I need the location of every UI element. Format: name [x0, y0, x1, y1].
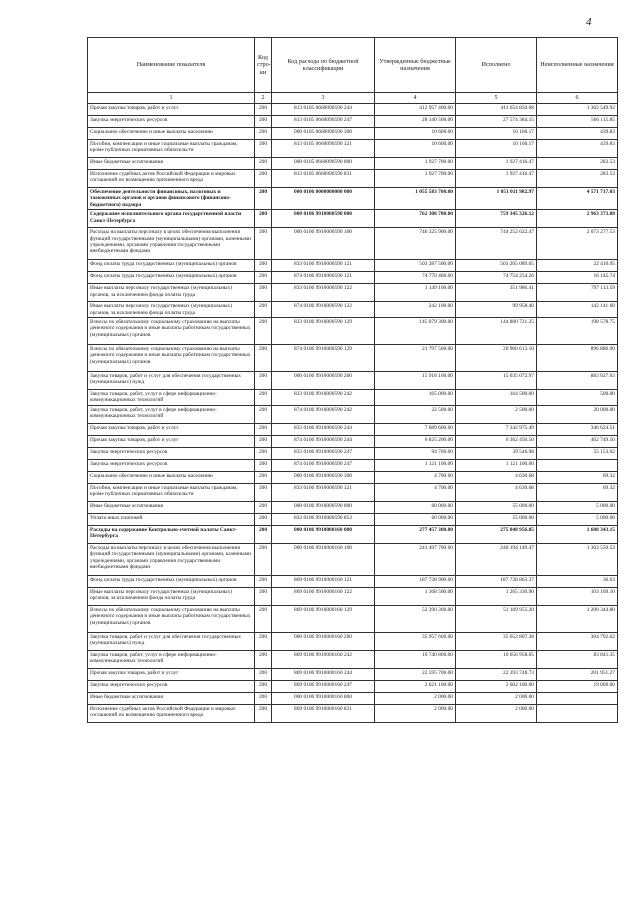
row-unexecuted-amount: 198 578.75 [537, 318, 618, 345]
table-row [88, 513, 618, 525]
row-unexecuted-amount: 103 169.10 [537, 587, 618, 605]
header-executed: Исполнено [456, 38, 537, 93]
table-row [88, 483, 618, 501]
row-line-code: 200 [255, 260, 272, 272]
row-expense-code: 874 0106 9910000590 247 [272, 459, 375, 471]
column-number: 6 [537, 93, 618, 104]
table-row [88, 210, 618, 228]
row-unexecuted-amount: 304 792.62 [537, 632, 618, 650]
row-executed-amount: 503 265 089.05 [456, 260, 537, 272]
row-approved-amount: 60 000.00 [375, 501, 456, 513]
row-unexecuted-amount: 1 608 343.15 [537, 525, 618, 543]
row-line-code: 200 [255, 447, 272, 459]
row-executed-amount: 4 630.68 [456, 483, 537, 501]
row-approved-amount: 412 957 400.00 [375, 104, 456, 116]
table-row [88, 272, 618, 284]
budget-execution-table [87, 37, 618, 723]
row-unexecuted-amount: 283.53 [537, 158, 618, 170]
row-expense-code: 874 0106 9910000590 129 [272, 345, 375, 372]
row-expense-code: 000 0106 9910000160 100 [272, 543, 375, 575]
row-line-code: 200 [255, 272, 272, 284]
row-name: Социальное обеспечение и иные выплаты населению [88, 471, 255, 483]
row-line-code: 200 [255, 170, 272, 188]
table-row [88, 605, 618, 632]
row-name: Иные бюджетные ассигнования [88, 501, 255, 513]
row-name: Расходы на содержание Контрольно-счетной палаты Санкт-Петербурга [88, 525, 255, 543]
column-number: 5 [456, 93, 537, 104]
row-executed-amount: 35 652 807.38 [456, 632, 537, 650]
row-executed-amount: 10 656 958.65 [456, 650, 537, 668]
row-expense-code: 000 0106 9910000590 100 [272, 228, 375, 260]
row-executed-amount: 275 848 956.85 [456, 525, 537, 543]
row-expense-code: 000 0106 9910000590 200 [272, 372, 375, 390]
row-name: Закупка энергетических ресурсов [88, 447, 255, 459]
row-executed-amount: 51 189 955.20 [456, 605, 537, 632]
row-approved-amount: 277 457 300.00 [375, 525, 456, 543]
row-expense-code: 813 0105 0660090590 831 [272, 170, 375, 188]
row-name: Взносы по обязательному социальному страхованию на выплаты денежного содержания и иные выплаты работникам государственных (муниципальных) органов [88, 318, 255, 345]
row-unexecuted-amount: 283.53 [537, 170, 618, 188]
row-expense-code: 833 0106 9910000590 321 [272, 483, 375, 501]
row-name: Пособия, компенсации и иные социальные выплаты гражданам, кроме публичных нормативных обязательств [88, 140, 255, 158]
row-executed-amount: 744 252 622.47 [456, 228, 537, 260]
row-line-code: 200 [255, 704, 272, 722]
row-name: Прочая закупка товаров, работ и услуг [88, 435, 255, 447]
row-name: Закупка товаров, работ, услуг в сфере информационно-коммуникационных технологий [88, 390, 255, 406]
row-name: Содержание исполнительного органа государственной власти Санкт-Петербурга [88, 210, 255, 228]
row-name: Фонд оплаты труда государственных (муниципальных) органов [88, 272, 255, 284]
row-executed-amount: 1 927 416.47 [456, 158, 537, 170]
row-executed-amount: 187 738 863.37 [456, 575, 537, 587]
row-executed-amount: 2 000.00 [456, 692, 537, 704]
row-expense-code: 869 0106 9910000160 247 [272, 680, 375, 692]
row-executed-amount: 351 986.41 [456, 284, 537, 302]
row-unexecuted-amount: 346 624.51 [537, 423, 618, 435]
row-executed-amount: 10 160.17 [456, 128, 537, 140]
column-number: 3 [272, 93, 375, 104]
row-expense-code: 000 0106 9910000160 000 [272, 525, 375, 543]
row-line-code: 200 [255, 650, 272, 668]
table-row [88, 501, 618, 513]
row-approved-amount: 746 325 900.00 [375, 228, 456, 260]
row-line-code: 200 [255, 104, 272, 116]
row-name: Закупка энергетических ресурсов [88, 680, 255, 692]
table-row [88, 390, 618, 406]
row-executed-amount: 7 342 975.49 [456, 423, 537, 435]
table-row [88, 632, 618, 650]
row-unexecuted-amount: 439.83 [537, 140, 618, 158]
row-approved-amount: 21 797 500.00 [375, 345, 456, 372]
table-row [88, 140, 618, 158]
row-unexecuted-amount: 566 115.85 [537, 116, 618, 128]
row-executed-amount: 1 927 416.47 [456, 170, 537, 188]
row-expense-code: 000 0105 0660090590 800 [272, 158, 375, 170]
row-approved-amount: 1 927 700.00 [375, 170, 456, 188]
row-line-code: 200 [255, 459, 272, 471]
row-approved-amount: 1 149 100.00 [375, 284, 456, 302]
row-expense-code: 874 0106 9910000590 242 [272, 405, 375, 423]
row-unexecuted-amount: 83 841.35 [537, 650, 618, 668]
row-line-code: 200 [255, 513, 272, 525]
row-expense-code: 813 0105 0660090590 321 [272, 140, 375, 158]
row-approved-amount: 4 700.00 [375, 483, 456, 501]
row-unexecuted-amount: 55 153.02 [537, 447, 618, 459]
row-name: Фонд оплаты труда государственных (муниципальных) органов [88, 575, 255, 587]
row-unexecuted-amount [537, 459, 618, 471]
row-unexecuted-amount [537, 704, 618, 722]
row-approved-amount: 7 689 600.00 [375, 423, 456, 435]
row-unexecuted-amount: 1 303 550.53 [537, 543, 618, 575]
row-name: Фонд оплаты труда государственных (муниципальных) органов [88, 260, 255, 272]
row-unexecuted-amount: 142 141.60 [537, 302, 618, 318]
row-approved-amount: 10 600.00 [375, 140, 456, 158]
row-name: Иные выплаты персоналу государственных (муниципальных) органов, за исключением фонда оплаты труда [88, 284, 255, 302]
row-line-code: 200 [255, 302, 272, 318]
header-line-code: Код стро-ки [255, 38, 272, 93]
row-line-code: 200 [255, 188, 272, 210]
row-executed-amount: 55 000.00 [456, 513, 537, 525]
table-row [88, 188, 618, 210]
row-name: Иные бюджетные ассигнования [88, 158, 255, 170]
row-approved-amount: 28 140 500.00 [375, 116, 456, 128]
row-executed-amount: 4 630.68 [456, 471, 537, 483]
table-row [88, 435, 618, 447]
row-approved-amount: 1 927 700.00 [375, 158, 456, 170]
row-approved-amount: 2 000.00 [375, 692, 456, 704]
table-row [88, 104, 618, 116]
row-unexecuted-amount: 19 000.00 [537, 680, 618, 692]
row-expense-code: 869 0106 9910000160 242 [272, 650, 375, 668]
row-expense-code: 813 0105 0660090590 247 [272, 116, 375, 128]
row-executed-amount: 759 345 326.12 [456, 210, 537, 228]
row-unexecuted-amount: 1 302 549.92 [537, 104, 618, 116]
row-approved-amount: 762 308 700.00 [375, 210, 456, 228]
row-expense-code: 869 0106 9910000160 122 [272, 587, 375, 605]
row-name: Расходы на выплаты персоналу в целях обеспечения выполнения функций государственными (муниципальными) органами, казенными учреждениями, органами управления государственными внебюджетными фондами [88, 543, 255, 575]
row-name: Расходы на выплаты персоналу в целях обеспечения выполнения функций государственными (муниципальными) органами, казенными учреждениями, органами управления государственными внебюджетными фондами [88, 228, 255, 260]
row-unexecuted-amount: 439.83 [537, 128, 618, 140]
row-unexecuted-amount: 2 073 277.53 [537, 228, 618, 260]
row-approved-amount: 10 740 800.00 [375, 650, 456, 668]
row-approved-amount: 241 497 700.00 [375, 543, 456, 575]
column-number: 4 [375, 93, 456, 104]
row-executed-amount: 6 362 450.50 [456, 435, 537, 447]
row-line-code: 200 [255, 435, 272, 447]
row-name: Социальное обеспечение и иные выплаты населению [88, 128, 255, 140]
row-approved-amount: 22 500.00 [375, 405, 456, 423]
header-row [88, 38, 618, 93]
row-line-code: 200 [255, 692, 272, 704]
row-unexecuted-amount: 462 749.50 [537, 435, 618, 447]
table-row [88, 372, 618, 390]
table-row [88, 704, 618, 722]
column-number-row [88, 93, 618, 104]
row-approved-amount: 165 000.00 [375, 390, 456, 406]
row-unexecuted-amount: 883 027.03 [537, 372, 618, 390]
row-expense-code: 869 0106 9910000160 129 [272, 605, 375, 632]
row-approved-amount: 35 957 600.00 [375, 632, 456, 650]
row-executed-amount: 74 754 254.26 [456, 272, 537, 284]
table-row [88, 692, 618, 704]
row-approved-amount: 52 390 300.00 [375, 605, 456, 632]
row-name: Взносы по обязательному социальному страхованию на выплаты денежного содержания и иные выплаты работникам государственных (муниципальных) органов [88, 345, 255, 372]
row-name: Иные бюджетные ассигнования [88, 692, 255, 704]
row-expense-code: 869 0106 9910000160 244 [272, 668, 375, 680]
row-line-code: 200 [255, 605, 272, 632]
row-expense-code: 000 0106 0000000000 000 [272, 188, 375, 210]
table-row [88, 284, 618, 302]
row-unexecuted-amount: 1 200 344.80 [537, 605, 618, 632]
row-unexecuted-amount: 4 571 717.03 [537, 188, 618, 210]
row-expense-code: 000 0106 9910000160 800 [272, 692, 375, 704]
row-executed-amount: 99 958.40 [456, 302, 537, 318]
row-approved-amount: 187 738 900.00 [375, 575, 456, 587]
row-executed-amount: 39 546.98 [456, 447, 537, 459]
table-row [88, 668, 618, 680]
row-approved-amount: 1 121 100.00 [375, 459, 456, 471]
table-row [88, 587, 618, 605]
table-row [88, 525, 618, 543]
row-expense-code: 869 0106 9910000160 831 [272, 704, 375, 722]
row-executed-amount: 164 500.00 [456, 390, 537, 406]
row-unexecuted-amount: 20 000.00 [537, 405, 618, 423]
row-unexecuted-amount: 896 886.90 [537, 345, 618, 372]
row-line-code: 200 [255, 390, 272, 406]
row-executed-amount: 15 035 072.97 [456, 372, 537, 390]
row-line-code: 200 [255, 140, 272, 158]
row-executed-amount: 2 602 100.00 [456, 680, 537, 692]
table-row [88, 302, 618, 318]
row-name: Закупка товаров, работ, услуг в сфере информационно-коммуникационных технологий [88, 405, 255, 423]
row-line-code: 200 [255, 587, 272, 605]
row-expense-code: 833 0106 9910000590 242 [272, 390, 375, 406]
row-name: Закупка товаров, работ, услуг в сфере информационно-коммуникационных технологий [88, 650, 255, 668]
row-unexecuted-amount: 500.00 [537, 390, 618, 406]
row-name: Прочая закупка товаров, работ и услуг [88, 423, 255, 435]
row-executed-amount: 411 654 850.08 [456, 104, 537, 116]
row-approved-amount: 74 770 400.00 [375, 272, 456, 284]
header-approved: Утвержденные бюджетные назначения [375, 38, 456, 93]
row-line-code: 200 [255, 116, 272, 128]
table-row [88, 575, 618, 587]
row-expense-code: 869 0106 9910000160 121 [272, 575, 375, 587]
table-row [88, 423, 618, 435]
row-executed-amount: 1 265 330.90 [456, 587, 537, 605]
table-row [88, 318, 618, 345]
row-approved-amount: 145 079 300.00 [375, 318, 456, 345]
column-number: 1 [88, 93, 255, 104]
row-expense-code: 833 0106 9910000590 853 [272, 513, 375, 525]
row-expense-code: 833 0106 9910000590 244 [272, 423, 375, 435]
table-row [88, 405, 618, 423]
row-name: Исполнение судебных актов Российской Федерации и мировых соглашений по возмещению причиненного вреда [88, 704, 255, 722]
header-unexecuted: Неисполненные назначения [537, 38, 618, 93]
row-line-code: 200 [255, 680, 272, 692]
row-line-code: 200 [255, 128, 272, 140]
table-row [88, 158, 618, 170]
row-name: Прочая закупка товаров, работ и услуг [88, 104, 255, 116]
row-approved-amount: 1 055 583 700.00 [375, 188, 456, 210]
table-row [88, 345, 618, 372]
row-expense-code: 813 0105 0660090590 244 [272, 104, 375, 116]
row-unexecuted-amount: 22 410.95 [537, 260, 618, 272]
row-name: Закупка энергетических ресурсов [88, 459, 255, 471]
row-line-code: 200 [255, 228, 272, 260]
row-expense-code: 000 0106 9910000590 000 [272, 210, 375, 228]
row-expense-code: 000 0105 0660090590 300 [272, 128, 375, 140]
row-line-code: 200 [255, 471, 272, 483]
row-approved-amount: 4 700.00 [375, 471, 456, 483]
row-approved-amount: 15 918 100.00 [375, 372, 456, 390]
row-executed-amount: 1 051 011 982.97 [456, 188, 537, 210]
row-executed-amount: 10 160.17 [456, 140, 537, 158]
row-approved-amount: 1 368 500.00 [375, 587, 456, 605]
column-number: 2 [255, 93, 272, 104]
row-line-code: 200 [255, 668, 272, 680]
row-line-code: 200 [255, 575, 272, 587]
row-unexecuted-amount: 5 000.00 [537, 501, 618, 513]
row-executed-amount: 240 194 149.47 [456, 543, 537, 575]
row-expense-code: 000 0106 9910000160 200 [272, 632, 375, 650]
row-name: Закупка энергетических ресурсов [88, 116, 255, 128]
table-row [88, 128, 618, 140]
row-line-code: 200 [255, 423, 272, 435]
row-executed-amount: 27 574 384.15 [456, 116, 537, 128]
row-name: Уплата иных платежей [88, 513, 255, 525]
header-expense-code: Код расхода по бюджетной классификации [272, 38, 375, 93]
row-expense-code: 833 0106 9910000590 129 [272, 318, 375, 345]
row-approved-amount: 22 595 700.00 [375, 668, 456, 680]
row-name: Исполнение судебных актов Российской Федерации и мировых соглашений по возмещению причиненного вреда [88, 170, 255, 188]
row-line-code: 200 [255, 284, 272, 302]
row-executed-amount: 55 000.00 [456, 501, 537, 513]
table-row [88, 447, 618, 459]
row-name: Закупка товаров, работ и услуг для обеспечения государственных (муниципальных) нужд [88, 632, 255, 650]
page-number: 4 [586, 16, 592, 28]
header-name: Наименование показателя [88, 38, 255, 93]
row-line-code: 200 [255, 210, 272, 228]
row-approved-amount: 10 600.00 [375, 128, 456, 140]
row-executed-amount: 144 880 721.25 [456, 318, 537, 345]
row-line-code: 200 [255, 158, 272, 170]
row-unexecuted-amount: 5 000.00 [537, 513, 618, 525]
row-unexecuted-amount: 797 113.59 [537, 284, 618, 302]
row-unexecuted-amount: 2 963 373.88 [537, 210, 618, 228]
row-unexecuted-amount: 201 951.27 [537, 668, 618, 680]
row-line-code: 200 [255, 501, 272, 513]
row-name: Иные выплаты персоналу государственных (муниципальных) органов, за исключением фонда оплаты труда [88, 302, 255, 318]
table-row [88, 650, 618, 668]
row-unexecuted-amount: 36.63 [537, 575, 618, 587]
row-executed-amount: 20 900 613.10 [456, 345, 537, 372]
row-name: Обеспечение деятельности финансовых, налоговых и таможенных органов и органов финансового (финансово-бюджетного) надзора [88, 188, 255, 210]
row-expense-code: 833 0106 9910000590 122 [272, 284, 375, 302]
row-line-code: 200 [255, 483, 272, 501]
row-approved-amount: 503 287 500.00 [375, 260, 456, 272]
row-unexecuted-amount [537, 692, 618, 704]
row-line-code: 200 [255, 372, 272, 390]
table-row [88, 228, 618, 260]
row-line-code: 200 [255, 632, 272, 650]
row-line-code: 200 [255, 345, 272, 372]
row-expense-code: 833 0106 9910000590 247 [272, 447, 375, 459]
row-unexecuted-amount: 16 145.74 [537, 272, 618, 284]
row-line-code: 200 [255, 543, 272, 575]
row-approved-amount: 60 000.00 [375, 513, 456, 525]
row-name: Прочая закупка товаров, работ и услуг [88, 668, 255, 680]
table-row [88, 471, 618, 483]
table-row [88, 170, 618, 188]
table-row [88, 260, 618, 272]
row-line-code: 200 [255, 525, 272, 543]
row-line-code: 200 [255, 405, 272, 423]
row-executed-amount: 2 000.00 [456, 704, 537, 722]
row-executed-amount: 1 121 100.00 [456, 459, 537, 471]
row-expense-code: 874 0106 9910000590 121 [272, 272, 375, 284]
row-expense-code: 000 0106 9910000590 300 [272, 471, 375, 483]
row-expense-code: 833 0106 9910000590 121 [272, 260, 375, 272]
table-row [88, 459, 618, 471]
row-expense-code: 874 0106 9910000590 244 [272, 435, 375, 447]
row-approved-amount: 2 000.00 [375, 704, 456, 722]
row-executed-amount: 2 500.00 [456, 405, 537, 423]
row-approved-amount: 242 100.00 [375, 302, 456, 318]
row-unexecuted-amount: 69.32 [537, 483, 618, 501]
row-executed-amount: 22 393 748.73 [456, 668, 537, 680]
row-expense-code: 874 0106 9910000590 122 [272, 302, 375, 318]
table-row [88, 680, 618, 692]
row-name: Иные выплаты персоналу государственных (муниципальных) органов, за исключением фонда оплаты труда [88, 587, 255, 605]
row-name: Взносы по обязательному социальному страхованию на выплаты денежного содержания и иные выплаты работникам государственных (муниципальных) органов [88, 605, 255, 632]
row-name: Закупка товаров, работ и услуг для обеспечения государственных (муниципальных) нужд [88, 372, 255, 390]
row-unexecuted-amount: 69.32 [537, 471, 618, 483]
table-row [88, 116, 618, 128]
table-row [88, 543, 618, 575]
row-expense-code: 000 0106 9910000590 800 [272, 501, 375, 513]
row-line-code: 200 [255, 318, 272, 345]
row-approved-amount: 6 825 200.00 [375, 435, 456, 447]
row-name: Пособия, компенсации и иные социальные выплаты гражданам, кроме публичных нормативных обязательств [88, 483, 255, 501]
row-approved-amount: 2 621 100.00 [375, 680, 456, 692]
row-approved-amount: 94 700.00 [375, 447, 456, 459]
